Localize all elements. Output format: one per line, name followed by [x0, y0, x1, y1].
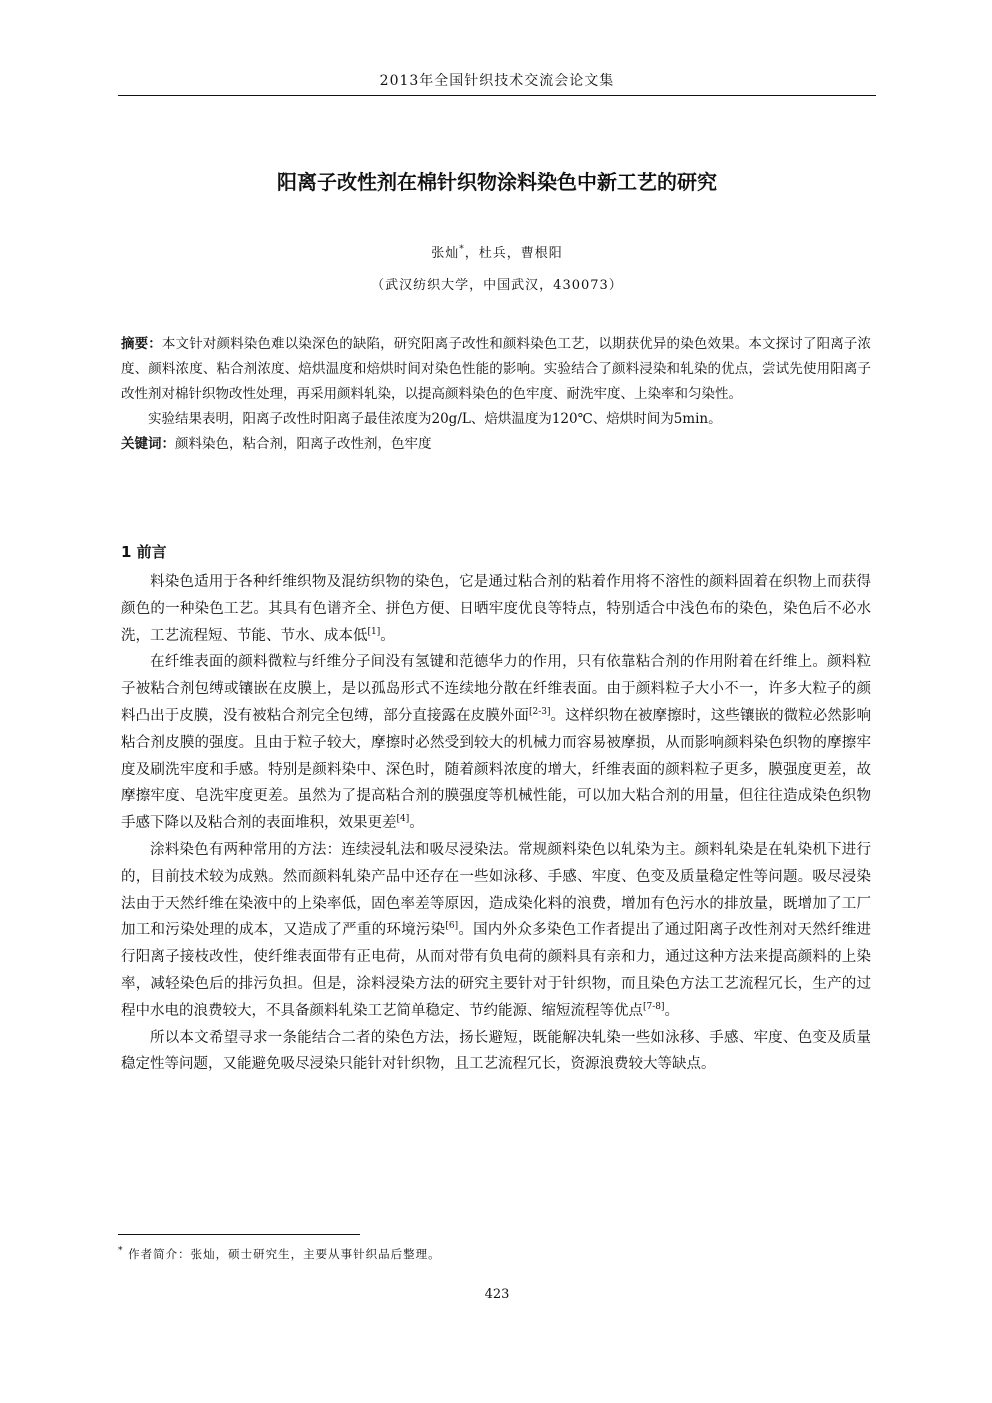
p3-end: 。	[664, 1002, 680, 1019]
citation-6: [6]	[445, 921, 459, 932]
keywords-label: 关键词：	[121, 436, 175, 452]
author-primary: 张灿	[431, 246, 460, 261]
p1-end: 。	[380, 627, 395, 644]
abstract-paragraph	[121, 332, 871, 407]
author-star-mark: *	[459, 244, 465, 255]
body-paragraph-1	[121, 569, 871, 649]
abstract-label: 摘要：	[121, 336, 162, 352]
header-rule	[118, 95, 876, 96]
section-body	[121, 569, 871, 1078]
abstract-result: 实验结果表明，阳离子改性时阳离子最佳浓度为20g/L、焙烘温度为120℃、焙烘时间为5min。	[148, 411, 722, 427]
p2-text-b: 。这样织物在被摩擦时，这些镶嵌的微粒必然影响粘合剂皮膜的强度。且由于粒子较大，摩擦时必然受到较大的机械力而容易被摩损，从而影响颜料染色织物的摩擦牢度及刷洗牢度和手感。特别是颜料染中、深色时，随着颜料浓度的增大，纤维表面的颜料粒子更多，膜强度更差，故摩擦牢度、皂洗牢度更差。虽然为了提高粘合剂的膜强度等机械性能，可以加大粘合剂的用量，但往往造成染色织物手感下降以及粘合剂的表面堆积，效果更差	[121, 707, 871, 832]
abstract-text: 本文针对颜料染色难以染深色的缺陷，研究阳离子改性和颜料染色工艺，以期获优异的染色效果。本文探讨了阳离子浓度、颜料浓度、粘合剂浓度、焙烘温度和焙烘时间对染色性能的影响。实验结合了颜料浸染和轧染的优点，尝试先使用阳离子改性剂对棉针织物改性处理，再采用颜料轧染，以提高颜料染色的色牢度、耐洗牢度、上染率和匀染性。	[121, 336, 872, 402]
authors	[118, 242, 876, 261]
section-heading: 1 前言	[121, 543, 167, 561]
p3-text-b: 。国内外众多染色工作者提出了通过阳离子改性剂对天然纤维进行阳离子接枝改性，使纤维表面带有正电荷，从而对带有负电荷的颜料具有亲和力，通过这种方法来提高颜料的上染率，减轻染色后的排污负担。但是，涂料浸染方法的研究主要针对于针织物，而且染色方法工艺流程冗长，生产的过程中水电的浪费较大，不具备颜料轧染工艺简单稳定、节约能源、缩短流程等优点	[121, 922, 871, 1019]
p1-text: 料染色适用于各种纤维织物及混纺织物的染色，它是通过粘合剂的粘着作用将不溶性的颜料固着在织物上而获得颜色的一种染色工艺。其具有色谱齐全、拼色方便、日晒牢度优良等特点，特别适合中浅色布的染色，染色后不必水洗，工艺流程短、节能、节水、成本低	[121, 574, 871, 644]
p2-end: 。	[409, 815, 424, 832]
running-head: 2013年全国针织技术交流会论文集	[379, 73, 615, 89]
body-paragraph-4: 所以本文希望寻求一条能结合二者的染色方法，扬长避短，既能解决轧染一些如泳移、手感、牢度、色变及质量稳定性等问题，又能避免吸尽浸染只能针对针织物，且工艺流程冗长，资源浪费较大等缺点。	[121, 1029, 871, 1073]
keywords-line	[121, 432, 871, 457]
footnote	[118, 1246, 441, 1262]
footnote-text: 作者简介：张灿，硕士研究生，主要从事针织品后整理。	[128, 1247, 441, 1261]
body-paragraph-3	[121, 837, 871, 1025]
citation-4: [4]	[396, 814, 410, 825]
author-others: ，杜兵，曹根阳	[464, 246, 563, 261]
footnote-rule	[118, 1234, 360, 1235]
body-paragraph-2	[121, 649, 871, 837]
citation-7-8: [7-8]	[643, 1001, 665, 1012]
keywords-text: 颜料染色，粘合剂，阳离子改性剂，色牢度	[175, 436, 432, 452]
citation-2-3: [2-3]	[528, 707, 551, 718]
citation-1: [1]	[367, 626, 381, 637]
footnote-mark: *	[118, 1246, 124, 1257]
paper-title: 阳离子改性剂在棉针织物涂料染色中新工艺的研究	[277, 170, 717, 194]
page-number: 423	[484, 1287, 510, 1302]
p2-text-a: 在纤维表面的颜料微粒与纤维分子间没有氢键和范德华力的作用，只有依靠粘合剂的作用附着在纤维上。颜料粒子被粘合剂包缚或镶嵌在皮膜上，是以孤岛形式不连续地分散在纤维表面。由于颜料粒子大小不一，许多大粒子的颜料凸出于皮膜，没有被粘合剂完全包缚，部分直接露在皮膜外面	[121, 654, 871, 724]
abstract-block	[121, 332, 871, 457]
affiliation: （武汉纺织大学，中国武汉，430073）	[371, 278, 623, 293]
p3-text-a: 涂料染色有两种常用的方法：连续浸轧法和吸尽浸染法。常规颜料染色以轧染为主。颜料轧染是在轧染机下进行的，目前技术较为成熟。然而颜料轧染产品中还存在一些如泳移、手感、牢度、色变及质量稳定性等问题。吸尽浸染法由于天然纤维在染液中的上染率低，固色率差等原因，造成染化料的浪费，增加有色污水的排放量，既增加了工厂加工和污染处理的成本，又造成了严重的环境污染	[121, 841, 871, 939]
